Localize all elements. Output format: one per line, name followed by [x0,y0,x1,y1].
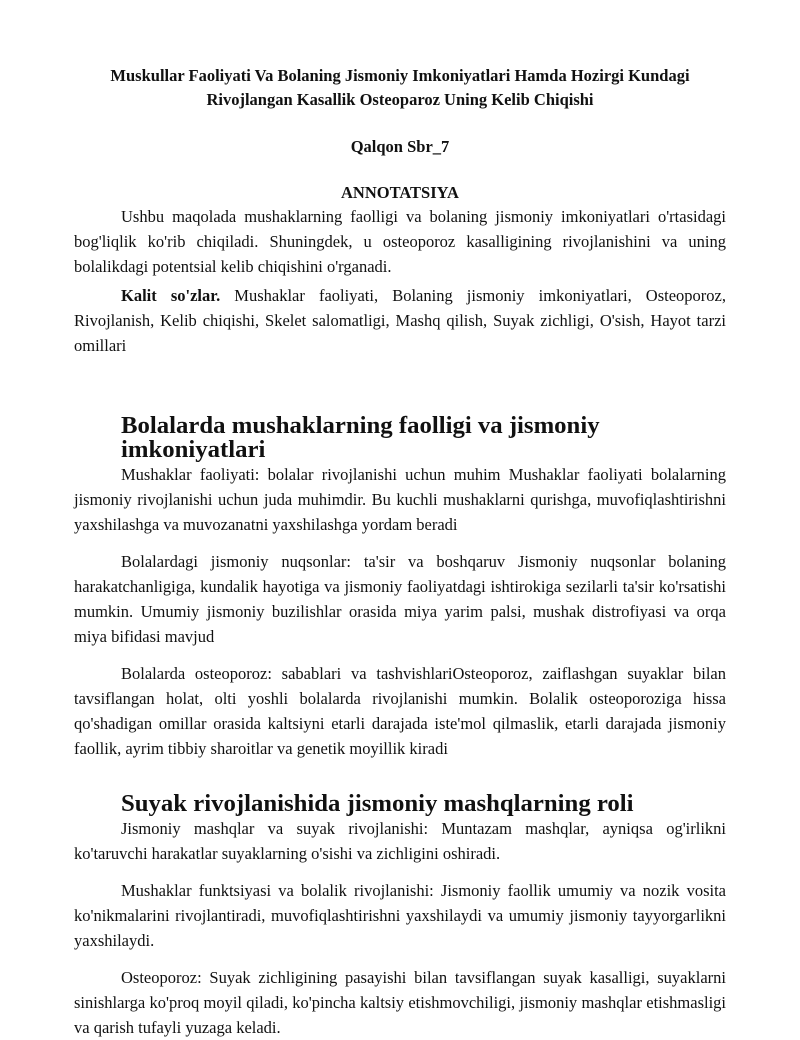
keywords-text: Mushaklar faoliyati, Bolaning jismoniy imkoniyatlari, Osteoporoz, Rivojlanish, Kelib chiqishi, Skelet salomatligi, Mashq qilish, Suyak zichligi, O'sish, Hayot tarzi omillari [74,286,726,355]
keywords-paragraph [74,283,726,358]
title-line-2: Rivojlangan Kasallik Osteoparoz Uning Kelib Chiqishi [206,90,594,109]
section-paragraph: Osteoporoz: Suyak zichligining pasayishi bilan tavsiflangan suyak kasalligi, suyaklarni sinishlarga ko'proq moyil qiladi, ko'pincha kaltsiy etishmovchiligi, jismoniy mashqlar etishmasligi va qarish tufayli yuzaga keladi. [74,968,726,1037]
section-paragraph: Mushaklar faoliyati: bolalar rivojlanishi uchun muhim Mushaklar faoliyati bolalarning jismoniy rivojlanishi uchun juda muhimdir. Bu kuchli mushaklarni qurishga, muvofiqlashtirishni yaxshilashga va muvozanatni yaxshilashga yordam beradi [74,465,726,534]
title-line-1: Muskullar Faoliyati Va Bolaning Jismoniy Imkoniyatlari Hamda Hozirgi Kundagi [110,66,690,85]
abstract-heading: ANNOTATSIYA [341,183,459,202]
section-paragraph: Jismoniy mashqlar va suyak rivojlanishi: Muntazam mashqlar, ayniqsa og'irlikni ko'taruvchi harakatlar suyaklarning o'sishi va zichligini oshiradi. [74,819,726,863]
abstract-paragraph: Ushbu maqolada mushaklarning faolligi va bolaning jismoniy imkoniyatlari o'rtasidagi bog'liqlik ko'rib chiqiladi. Shuningdek, u osteoporoz kasalligining rivojlanishini va uning bolalikdagi potentsial kelib chiqishini o'rganadi. [74,207,726,276]
section-paragraph: Bolalardagi jismoniy nuqsonlar: ta'sir va boshqaruv Jismoniy nuqsonlar bolaning harakatchanligiga, kundalik hayotiga va jismoniy faoliyatdagi ishtirokiga sezilarli ta'sir ko'rsatishi mumkin. Umumiy jismoniy buzilishlar orasida miya yarim palsi, mushak distrofiyasi va orqa miya bifidasi mavjud [74,552,726,646]
document-page [74,64,726,1040]
section-heading: Suyak rivojlanishida jismoniy mashqlarning roli [121,790,634,817]
section-paragraph: Mushaklar funktsiyasi va bolalik rivojlanishi: Jismoniy faollik umumiy va nozik vosita ko'nikmalarini rivojlantiradi, muvofiqlashtirishni yaxshilaydi va umumiy jismoniy tayyorgarlikni yaxshilaydi. [74,881,726,950]
author-name: Qalqon Sbr_7 [350,137,450,156]
keywords-label: Kalit so'zlar. [121,286,221,305]
document-title [74,64,726,112]
section-heading: Bolalarda mushaklarning faolligi va jismoniy imkoniyatlari [121,412,600,463]
section-paragraph: Bolalarda osteoporoz: sabablari va tashvishlariOsteoporoz, zaiflashgan suyaklar bilan tavsiflangan holat, olti yoshli bolalarda rivojlanishi mumkin. Bolalik osteoporoziga hissa qo'shadigan omillar orasida kaltsiyni etarli darajada iste'mol qilmaslik, etarli darajada jismoniy faollik, ayrim tibbiy sharoitlar va genetik moyillik kiradi [74,664,726,758]
